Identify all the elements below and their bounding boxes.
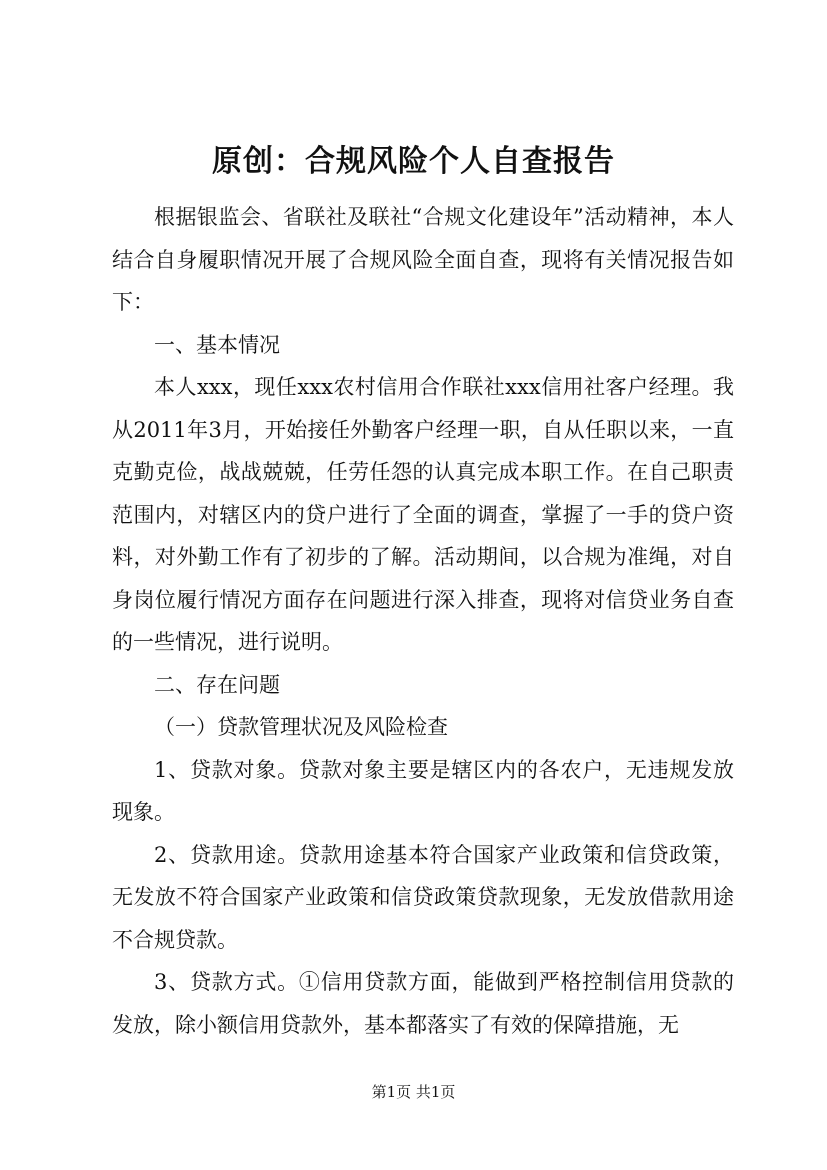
section-heading-basic: 一、基本情况 [154,332,280,357]
document-title: 原创：合规风险个人自查报告 [212,144,615,179]
section-heading-problems: 二、存在问题 [154,672,280,697]
page-number-footer: 第1页 共1页 [371,1083,456,1101]
subsection-heading-loan-management: （一）贷款管理状况及风险检查 [154,715,448,739]
paragraph-loan-method: 3、贷款方式。①信用贷款方面，能做到严格控制信用贷款的发放，除小额信用贷款外，基本都落实了有效的保障措施，无 [112,970,734,1037]
paragraph-intro: 根据银监会、省联社及联社“合规文化建设年”活动精神，本人结合自身履职情况开展了合规风险全面自查，现将有关情况报告如下： [112,205,734,314]
paragraph-loan-use: 2、贷款用途。贷款用途基本符合国家产业政策和信贷政策，无发放不符合国家产业政策和信贷政策贷款现象，无发放借款用途不合规贷款。 [112,842,734,952]
paragraph-basic-situation: 本人xxx，现任xxx农村信用合作联社xxx信用社客户经理。我从2011年3月，开始接任外勤客户经理一职，自从任职以来，一直克勤克俭，战战兢兢，任劳任怨的认真完成本职工作。在自己职责范围内，对辖区内的贷户进行了全面的调查，掌握了一手的贷户资料，对外勤工作有了初步的了解。活动期间，以合规为准绳，对自身岗位履行情况方面存在问题进行深入排查，现将对信贷业务自查的一些情况，进行说明。 [112,375,734,654]
document-body [112,196,734,1046]
paragraph-loan-object: 1、贷款对象。贷款对象主要是辖区内的各农户，无违规发放现象。 [112,757,734,824]
